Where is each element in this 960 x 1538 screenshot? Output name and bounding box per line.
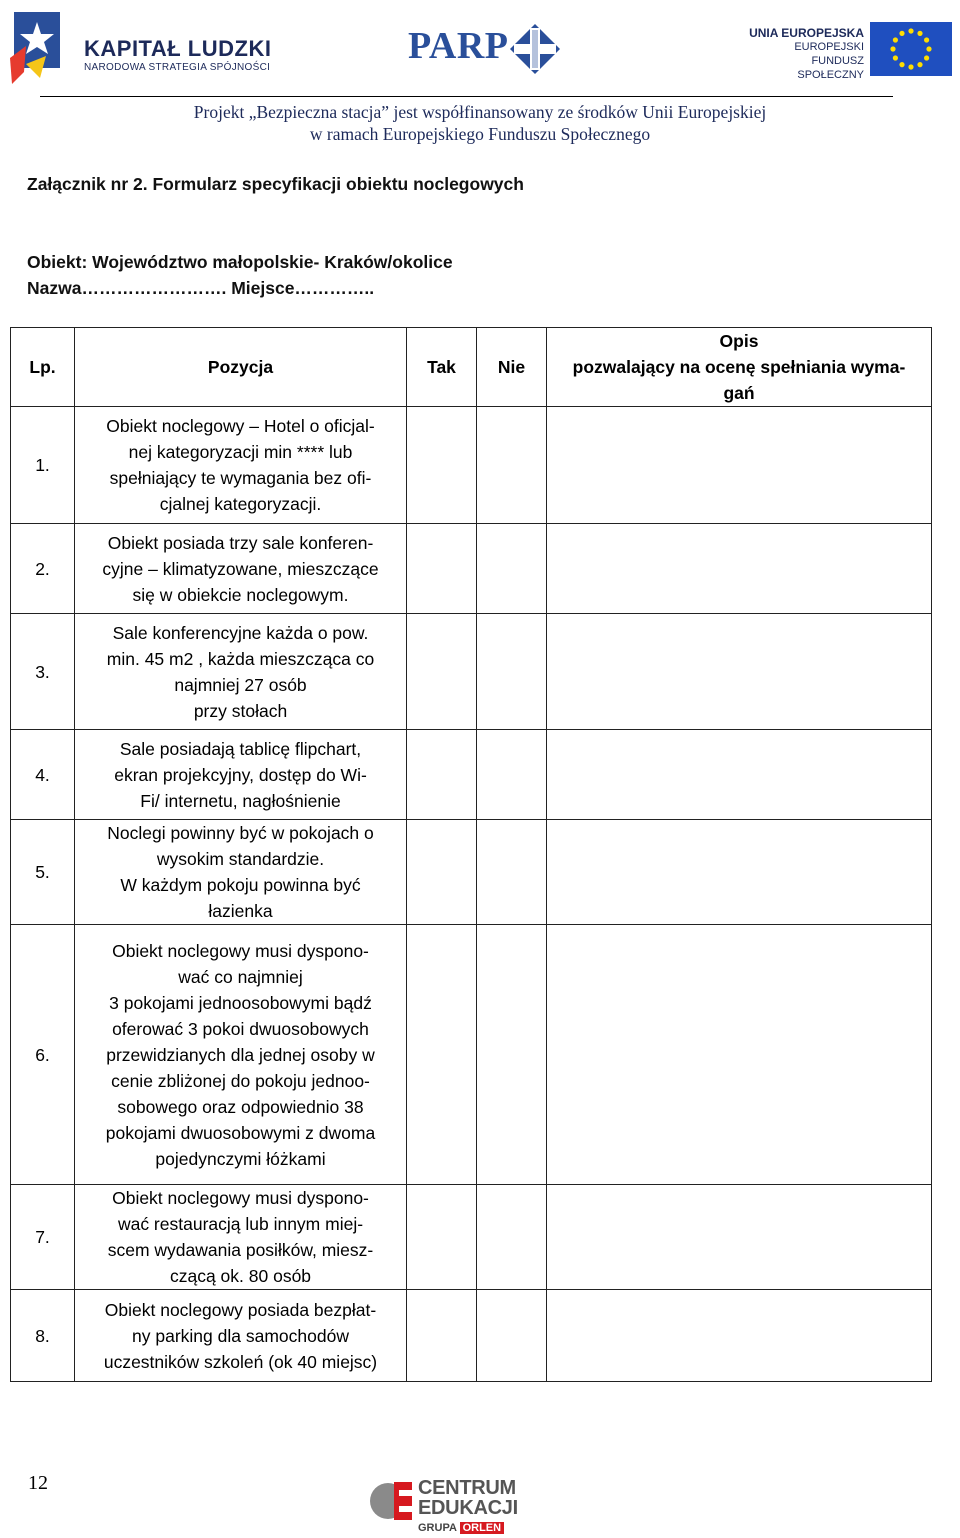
header-no: Nie	[477, 328, 547, 407]
row-yes-cell[interactable]	[407, 820, 477, 925]
row-no-cell[interactable]	[477, 1290, 547, 1382]
row-position-text	[75, 524, 407, 614]
row-position-line: czącą ok. 80 osób	[169, 1266, 312, 1286]
table-row	[11, 730, 932, 820]
row-position-text	[75, 407, 407, 524]
row-position-line: Obiekt posiada trzy sale konferen-	[107, 532, 374, 553]
table-row	[11, 1185, 932, 1290]
header-description-line-3: gań	[723, 383, 755, 403]
eu-logo-line-2: EUROPEJSKI	[794, 41, 864, 53]
row-position-line: nej kategoryzacji min **** lub	[128, 442, 353, 462]
row-yes-cell[interactable]	[407, 407, 477, 524]
row-position-text	[75, 1185, 407, 1290]
row-position-text	[75, 730, 407, 820]
row-number: 6.	[11, 925, 75, 1185]
row-position-line: przewidzianych dla jednej osoby w	[106, 1044, 375, 1065]
orlen-label: ORLEN	[460, 1522, 505, 1534]
row-position-line: wać restauracją lub innym miej-	[117, 1214, 364, 1234]
row-number: 5.	[11, 820, 75, 925]
row-position-line: min. 45 m2 , każda mieszcząca co	[106, 648, 375, 669]
centrum-edukacji-emblem-icon	[368, 1480, 414, 1522]
row-number: 3.	[11, 614, 75, 730]
row-position-line: spełniający te wymagania bez ofi-	[109, 468, 372, 488]
kapital-ludzki-logo	[6, 6, 276, 86]
centrum-edukacji-logo	[368, 1478, 518, 1538]
row-description-cell[interactable]	[547, 820, 932, 925]
row-no-cell[interactable]	[477, 820, 547, 925]
parp-logo	[408, 20, 568, 76]
row-no-cell[interactable]	[477, 524, 547, 614]
row-position-text	[75, 820, 407, 925]
row-position-line: cyjne – klimatyzowane, mieszczące	[102, 558, 379, 579]
row-description-cell[interactable]	[547, 925, 932, 1185]
row-position-line: W każdym pokoju powinna być	[120, 875, 361, 895]
grupa-label: GRUPA	[418, 1522, 457, 1534]
header-description-line-2: pozwalający na ocenę spełniania wyma-	[572, 357, 906, 377]
row-position-line: najmniej 27 osób	[174, 674, 307, 695]
row-position-line: Obiekt noclegowy musi dyspono-	[112, 1188, 369, 1208]
row-position-line: Fi/ internetu, nagłośnienie	[140, 790, 341, 811]
row-position-text	[75, 1290, 407, 1382]
row-position-line: przy stołach	[193, 700, 288, 721]
specification-table	[10, 327, 932, 1382]
row-position-line: Obiekt noclegowy musi dyspono-	[112, 940, 369, 961]
row-position-line: ekran projekcyjny, dostęp do Wi-	[114, 764, 367, 785]
table-row	[11, 925, 932, 1185]
row-no-cell[interactable]	[477, 925, 547, 1185]
table-header-row	[11, 328, 932, 407]
eu-logo-line-1: UNIA EUROPEJSKA	[749, 26, 864, 40]
row-number: 7.	[11, 1185, 75, 1290]
row-description-cell[interactable]	[547, 407, 932, 524]
eu-logo	[748, 20, 953, 80]
page-number: 12	[28, 1472, 48, 1494]
row-position-line: pokojami dwuosobowymi z dwoma	[105, 1122, 376, 1143]
row-number: 1.	[11, 407, 75, 524]
table-row	[11, 614, 932, 730]
row-position-line: pojedynczymi łóżkami	[155, 1148, 326, 1169]
row-yes-cell[interactable]	[407, 1185, 477, 1290]
row-position-line: uczestników szkoleń (ok 40 miejsc)	[103, 1351, 378, 1372]
row-no-cell[interactable]	[477, 407, 547, 524]
row-description-cell[interactable]	[547, 730, 932, 820]
row-position-line: Obiekt noclegowy posiada bezpłat-	[104, 1299, 377, 1320]
header-yes: Tak	[407, 328, 477, 407]
parp-cross-icon	[508, 22, 562, 76]
row-number: 4.	[11, 730, 75, 820]
header-description	[547, 328, 932, 407]
row-description-cell[interactable]	[547, 524, 932, 614]
row-position-line: cjalnej kategoryzacji.	[159, 494, 322, 514]
name-place-line: Nazwa……………………. Miejsce…………..	[27, 278, 375, 298]
row-position-line: oferować 3 pokoi dwuosobowych	[112, 1018, 369, 1039]
row-position-line: wysokim standardzie.	[156, 849, 325, 869]
row-number: 2.	[11, 524, 75, 614]
row-no-cell[interactable]	[477, 730, 547, 820]
attachment-title: Załącznik nr 2. Formularz specyfikacji obiektu noclegowych	[27, 174, 524, 194]
row-position-line: wać co najmniej	[178, 966, 303, 987]
object-location-line: Obiekt: Województwo małopolskie- Kraków/okolice	[27, 252, 453, 272]
row-yes-cell[interactable]	[407, 614, 477, 730]
header-lp: Lp.	[11, 328, 75, 407]
project-funding-line-1: Projekt „Bezpieczna stacja” jest współfinansowany ze środków Unii Europejskiej	[193, 102, 767, 122]
kapital-ludzki-subtitle: NARODOWA STRATEGIA SPÓJNOŚCI	[84, 62, 271, 73]
row-yes-cell[interactable]	[407, 925, 477, 1185]
header-divider	[40, 96, 893, 97]
table-row	[11, 1290, 932, 1382]
row-yes-cell[interactable]	[407, 730, 477, 820]
row-position-line: Noclegi powinny być w pokojach o	[107, 823, 374, 843]
header-position: Pozycja	[75, 328, 407, 407]
kapital-ludzki-title: KAPITAŁ LUDZKI	[84, 36, 272, 61]
row-no-cell[interactable]	[477, 614, 547, 730]
row-position-line: scem wydawania posiłków, miesz-	[107, 1240, 374, 1260]
row-position-line: Sale konferencyjne każda o pow.	[112, 622, 369, 643]
project-funding-line-2: w ramach Europejskiego Funduszu Społecznego	[309, 124, 651, 144]
eu-logo-line-3: FUNDUSZ SPOŁECZNY	[797, 55, 864, 81]
row-description-cell[interactable]	[547, 1185, 932, 1290]
kapital-ludzki-star-icon	[6, 6, 68, 86]
row-number: 8.	[11, 1290, 75, 1382]
row-position-line: 3 pokojami jednoosobowymi bądź	[109, 992, 372, 1013]
table-row	[11, 820, 932, 925]
row-position-line: sobowego oraz odpowiednio 38	[117, 1096, 364, 1117]
table-row	[11, 407, 932, 524]
row-position-line: Obiekt noclegowy – Hotel o oficjal-	[106, 416, 375, 436]
row-position-line: ny parking dla samochodów	[132, 1325, 349, 1346]
eu-flag-icon	[870, 22, 952, 76]
row-description-cell[interactable]	[547, 614, 932, 730]
row-position-line: się w obiekcie noclegowym.	[132, 584, 349, 605]
row-position-text	[75, 614, 407, 730]
row-position-line: cenie zbliżonej do pokoju jednoo-	[111, 1070, 370, 1091]
row-no-cell[interactable]	[477, 1185, 547, 1290]
row-description-cell[interactable]	[547, 1290, 932, 1382]
row-position-line: Sale posiadają tablicę flipchart,	[119, 738, 362, 759]
row-position-line: łazienka	[208, 901, 273, 921]
table-row	[11, 524, 932, 614]
centrum-edukacji-line-2: EDUKACJI	[418, 1497, 518, 1519]
row-yes-cell[interactable]	[407, 1290, 477, 1382]
row-position-text	[75, 925, 407, 1185]
row-yes-cell[interactable]	[407, 524, 477, 614]
header-description-line-1: Opis	[719, 331, 759, 351]
parp-wordmark: PARP	[408, 25, 509, 67]
centrum-edukacji-line-1: CENTRUM	[418, 1477, 516, 1499]
